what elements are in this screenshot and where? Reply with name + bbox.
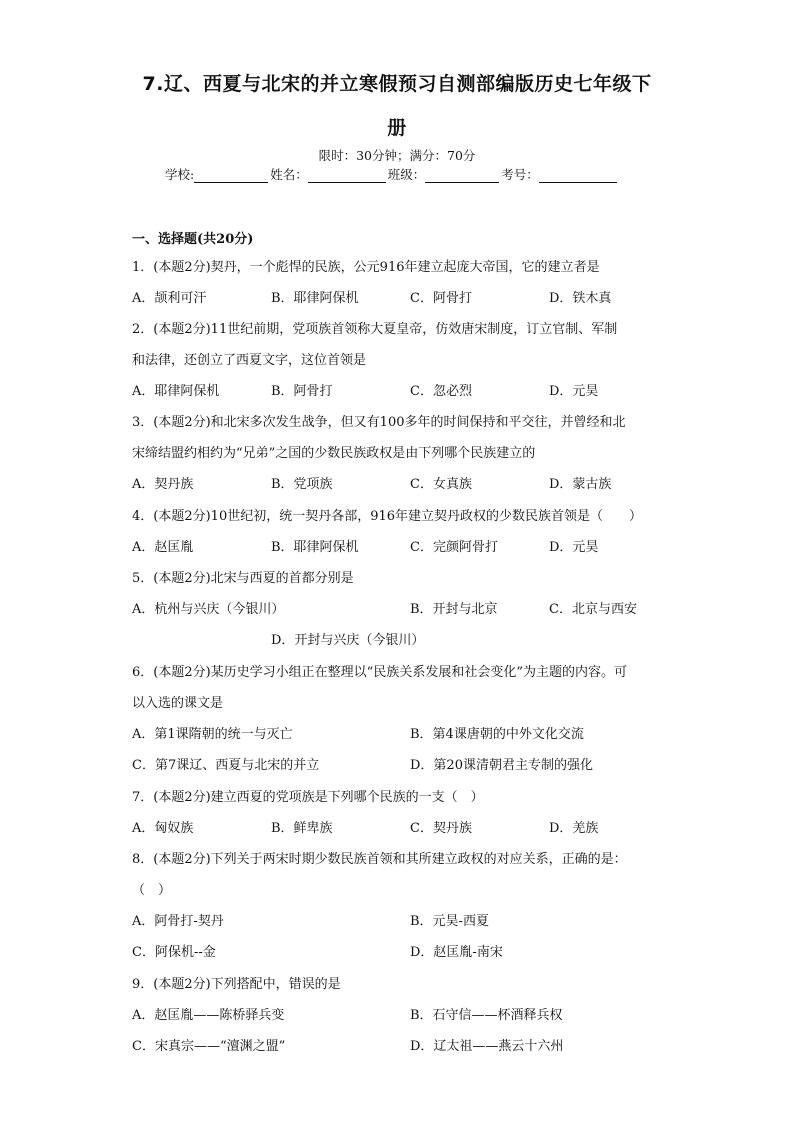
name-label: 姓名： xyxy=(270,167,308,182)
question-5-stem: 5．(本题2分)北宋与西夏的首都分别是 xyxy=(132,571,354,586)
question-3-option-a[interactable]: A．契丹族 xyxy=(132,477,194,492)
question-2-option-b[interactable]: B．阿骨打 xyxy=(271,384,333,399)
question-8-option-b[interactable]: B．元昊-西夏 xyxy=(410,914,489,929)
question-6-option-a[interactable]: A．第1课隋朝的统一与灭亡 xyxy=(132,727,293,742)
exam-number-field[interactable] xyxy=(539,168,617,183)
question-6-option-b[interactable]: B．第4课唐朝的中外文化交流 xyxy=(410,727,584,742)
question-1-option-b[interactable]: B．耶律阿保机 xyxy=(271,291,359,306)
exam-number-label: 考号： xyxy=(501,167,539,182)
question-7-stem: 7．(本题2分)建立西夏的党项族是下列哪个民族的一支（ ） xyxy=(132,790,484,805)
exam-title-line-2: 册 xyxy=(387,117,407,139)
question-7-option-b[interactable]: B．鲜卑族 xyxy=(271,821,333,836)
question-6-option-c[interactable]: C．第7课辽、西夏与北宋的并立 xyxy=(132,758,320,773)
question-2-option-d[interactable]: D．元昊 xyxy=(549,384,599,399)
question-4-option-c[interactable]: C．完颜阿骨打 xyxy=(410,540,498,555)
question-1-stem: 1．(本题2分)契丹，一个彪悍的民族，公元916年建立起庞大帝国，它的建立者是 xyxy=(132,260,600,275)
question-3-stem-line-2: 宋缔结盟约相约为“兄弟”之国的少数民族政权是由下列哪个民族建立的 xyxy=(132,446,536,461)
question-8-option-c[interactable]: C．阿保机--金 xyxy=(132,945,216,960)
question-6-stem-line-1: 6．(本题2分)某历史学习小组正在整理以“民族关系发展和社会变化”为主题的内容。可 xyxy=(132,665,627,680)
question-7-option-d[interactable]: D．羌族 xyxy=(549,821,599,836)
student-info-row xyxy=(165,165,619,183)
question-6-option-d[interactable]: D．第20课清朝君主专制的强化 xyxy=(410,758,593,773)
question-9-stem: 9．(本题2分)下列搭配中，错误的是 xyxy=(132,977,341,992)
question-2-option-a[interactable]: A．耶律阿保机 xyxy=(132,384,220,399)
question-3-option-b[interactable]: B．党项族 xyxy=(271,477,333,492)
question-8-option-a[interactable]: A．阿骨打-契丹 xyxy=(132,914,224,929)
question-8-stem-line-1: 8．(本题2分)下列关于两宋时期少数民族首领和其所建立政权的对应关系，正确的是： xyxy=(132,852,627,867)
question-3-option-c[interactable]: C．女真族 xyxy=(410,477,472,492)
section-title: 一、选择题(共20分) xyxy=(132,232,254,247)
question-7-option-a[interactable]: A．匈奴族 xyxy=(132,821,194,836)
question-5-option-a[interactable]: A．杭州与兴庆（今银川） xyxy=(132,602,285,617)
school-field[interactable] xyxy=(194,168,268,183)
question-5-option-d[interactable]: D．开封与兴庆（今银川） xyxy=(271,633,425,648)
question-2-stem-line-2: 和法律，还创立了西夏文字，这位首领是 xyxy=(132,353,367,368)
question-4-stem: 4．(本题2分)10世纪初，统一契丹各部，916年建立契丹政权的少数民族首领是（ ） xyxy=(132,509,643,524)
question-9-option-a[interactable]: A．赵匡胤——陈桥驿兵变 xyxy=(132,1008,285,1023)
question-1-option-a[interactable]: A．颉利可汗 xyxy=(132,291,207,306)
question-8-option-d[interactable]: D．赵匡胤-南宋 xyxy=(410,945,503,960)
class-field[interactable] xyxy=(425,168,499,183)
question-2-stem-line-1: 2．(本题2分)11世纪前期，党项族首领称大夏皇帝，仿效唐宋制度，订立官制、军制 xyxy=(132,322,618,337)
question-7-option-c[interactable]: C．契丹族 xyxy=(410,821,472,836)
class-label: 班级： xyxy=(387,167,426,182)
exam-title-line-1: 7.辽、西夏与北宋的并立寒假预习自测部编版历史七年级下 xyxy=(142,73,652,95)
question-3-option-d[interactable]: D．蒙古族 xyxy=(549,477,612,492)
name-field[interactable] xyxy=(308,168,386,183)
question-4-option-b[interactable]: B．耶律阿保机 xyxy=(271,540,359,555)
question-9-option-b[interactable]: B．石守信——杯酒释兵权 xyxy=(410,1008,563,1023)
question-9-option-c[interactable]: C．宋真宗——“澶渊之盟” xyxy=(132,1039,286,1054)
time-limit: 限时：30分钟；满分：70分 xyxy=(318,148,476,163)
question-1-option-d[interactable]: D．铁木真 xyxy=(549,291,612,306)
question-1-option-c[interactable]: C．阿骨打 xyxy=(410,291,472,306)
question-2-option-c[interactable]: C．忽必烈 xyxy=(410,384,472,399)
school-label: 学校: xyxy=(165,167,195,182)
question-8-stem-line-2: （ ） xyxy=(132,883,172,898)
question-5-option-c[interactable]: C．北京与西安 xyxy=(549,602,637,617)
question-9-option-d[interactable]: D．辽太祖——燕云十六州 xyxy=(410,1039,564,1054)
question-6-stem-line-2: 以入选的课文是 xyxy=(132,696,224,711)
question-5-option-b[interactable]: B．开封与北京 xyxy=(410,602,498,617)
question-4-option-d[interactable]: D．元昊 xyxy=(549,540,599,555)
question-3-stem-line-1: 3．(本题2分)和北宋多次发生战争，但又有100多年的时间保持和平交往，并曾经和北 xyxy=(132,415,626,430)
question-4-option-a[interactable]: A．赵匡胤 xyxy=(132,540,194,555)
